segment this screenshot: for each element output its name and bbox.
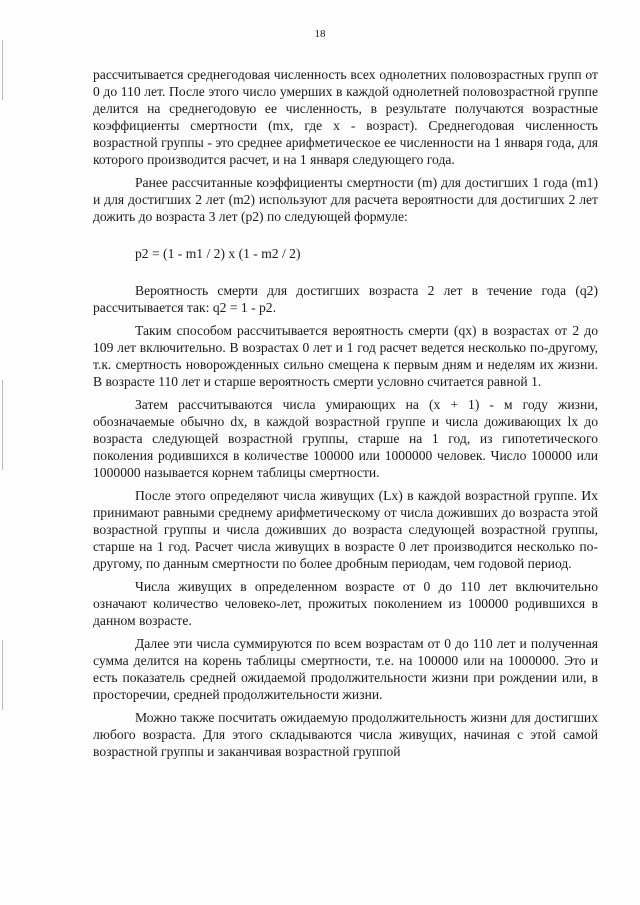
- formula: p2 = (1 - m1 / 2) x (1 - m2 / 2): [135, 246, 301, 261]
- body-text: [93, 66, 598, 766]
- scan-edge-mark: [2, 640, 3, 710]
- paragraph: Можно также посчитать ожидаемую продолжительность жизни для достигших любого возраста. Для этого складываются числа живущих, начиная с этой самой возрастной группы и заканчивая возрастной группой: [93, 710, 598, 759]
- paragraph: После этого определяют числа живущих (Lx) в каждой возрастной группе. Их принимают равными среднему арифметическому от числа доживших до возраста этой возрастной группы и числа доживших до возраста следующей возрастной группы, старше на 1 год. Расчет числа живущих в возрасте 0 лет производится несколько по-другому, по данным смертности по более дробным периодам, чем годовой период.: [93, 488, 598, 571]
- scan-edge-mark: [2, 40, 3, 100]
- paragraph: Таким способом рассчитывается вероятность смерти (qx) в возрастах от 2 до 109 лет включительно. В возрастах 0 лет и 1 год расчет ведется несколько по-другому, т.к. смертность новорожденных сильно смещена к первым дням и неделям их жизни. В возрасте 110 лет и старше вероятность смерти условно считается равной 1.: [93, 323, 598, 389]
- paragraph: Затем рассчитываются числа умирающих на (x + 1) - м году жизни, обозначаемые обычно dx, в каждой возрастной группе и числа доживающих lx до возраста следующей возрастной группы, старше на 1 год, из гипотетического поколения родившихся в количестве 100000 или 1000000 человек. Число 100000 или 1000000 называется корнем таблицы смертности.: [93, 397, 598, 480]
- scan-edge-mark: [2, 380, 3, 470]
- page-number: 18: [314, 28, 326, 40]
- paragraph: Вероятность смерти для достигших возраста 2 лет в течение года (q2) рассчитывается так: q2 = 1 - p2.: [93, 283, 598, 315]
- paragraph: рассчитывается среднегодовая численность всех однолетних половозрастных групп от 0 до 110 лет. После этого число умерших в каждой однолетней половозрастной группе делится на среднегодовую ее численность, в результате получаются возрастные коэффициенты смертности (mx, где x - возраст). Среднегодовая численность возрастной группы - это среднее арифметическое ее численности на 1 января года, для которого производится расчет, и на 1 января следующего года.: [93, 67, 598, 167]
- paragraph: Ранее рассчитанные коэффициенты смертности (m) для достигших 1 года (m1) и для достигших 2 лет (m2) используют для расчета вероятности для достигших 2 лет дожить до возраста 3 лет (p2) по следующей формуле:: [93, 175, 598, 224]
- paragraph: Числа живущих в определенном возрасте от 0 до 110 лет включительно означают количество человеко-лет, прожитых поколением из 100000 родившихся в данном возрасте.: [93, 579, 598, 628]
- paragraph: Далее эти числа суммируются по всем возрастам от 0 до 110 лет и полученная сумма делится на корень таблицы смертности, т.е. на 100000 или на 1000000. Это и есть показатель средней ожидаемой продолжительности жизни при рождении или, в просторечии, средней продолжительности жизни.: [93, 636, 598, 702]
